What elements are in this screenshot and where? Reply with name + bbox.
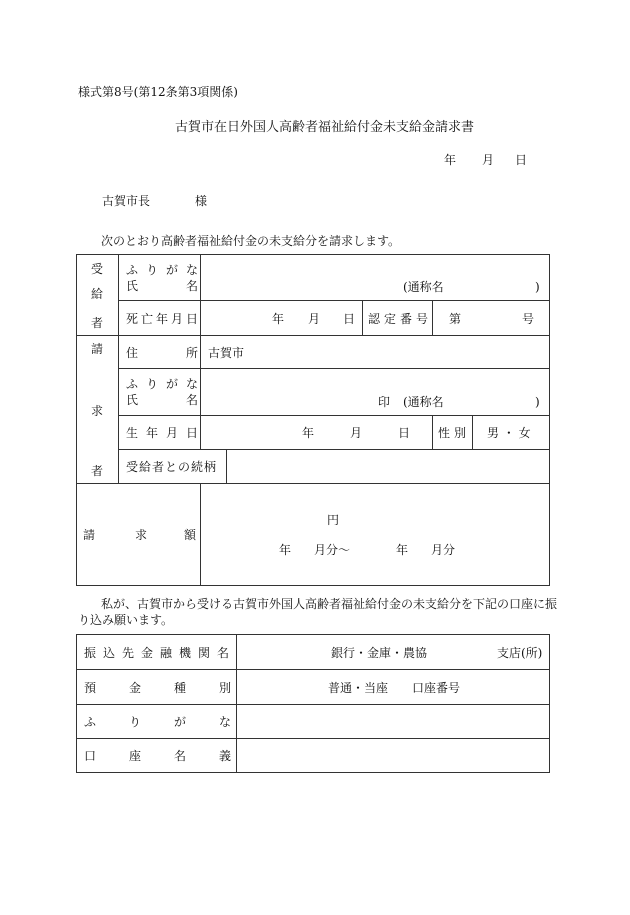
- claimant-section-char: 者: [91, 464, 104, 478]
- address-value: 古賀市: [208, 346, 245, 360]
- death-day: 日: [343, 312, 356, 326]
- period-year-start: 年: [279, 543, 292, 557]
- birth-month: 月: [350, 426, 363, 440]
- recipient-alias-open: (通称名: [403, 280, 444, 294]
- main-table: [76, 254, 550, 586]
- claimant-section-char: 求: [91, 404, 104, 418]
- form-title: 古賀市在日外国人高齢者福祉給付金未支給金請求書: [175, 120, 475, 135]
- recipient-section-char: 受: [91, 262, 104, 276]
- birth-year: 年: [302, 426, 315, 440]
- cert-suffix: 号: [522, 312, 535, 326]
- recipient-alias-close: ): [535, 280, 540, 294]
- addressee: 古賀市長: [102, 194, 151, 208]
- bank-institution-value: 銀行・金庫・農協: [331, 646, 428, 660]
- transfer-request-line1: 私が、古賀市から受ける古賀市外国人高齢者福祉給付金の未支給分を下記の口座に振: [101, 597, 558, 611]
- cert-prefix: 第: [449, 312, 462, 326]
- date-day: 日: [515, 153, 528, 167]
- bank-branch-value: 支店(所): [497, 646, 543, 660]
- date-month: 月: [482, 153, 495, 167]
- period-month-end: 月分: [431, 543, 456, 557]
- period-year-end: 年: [396, 543, 409, 557]
- form-number: 様式第8号(第12条第3項関係): [78, 85, 238, 99]
- account-number-label: 口座番号: [412, 681, 461, 695]
- birth-day: 日: [398, 426, 411, 440]
- recipient-section-char: 給: [91, 287, 104, 301]
- death-month: 月: [308, 312, 321, 326]
- seal-mark: 印: [378, 395, 391, 409]
- claimant-alias-open: (通称名: [403, 395, 444, 409]
- period-month-start: 月分～: [314, 543, 351, 557]
- recipient-section-char: 者: [91, 316, 104, 330]
- date-year: 年: [444, 153, 457, 167]
- amount-yen: 円: [327, 513, 340, 527]
- deposit-type-value: 普通・当座: [328, 681, 389, 695]
- intro-text: 次のとおり高齢者福祉給付金の未支給分を請求します。: [101, 234, 401, 248]
- death-year: 年: [272, 312, 285, 326]
- relation-label: 受給者との続柄: [126, 460, 218, 474]
- gender-value: 男 ・ 女: [487, 426, 531, 440]
- claimant-section-char: 請: [91, 342, 104, 356]
- claim-form-page: 様式第8号(第12条第3項関係) 古賀市在日外国人高齢者福祉給付金未支給金請求書 年 月 日 古賀市長 様 次のとおり高齢者福祉給付金の未支給分を請求します。 受 給 者 ふ り が な 氏 名 (通称名 ) 死 亡 年 月 日 年 月 日 認 定 番 号 第 号 請 求 者 住 所 古賀市 ふ り が な 氏 名 印 (通称名 ) 生 年 月 日 年 月 日 性 別 男 ・ 女 受給者との続柄 請 求 額 円 年 月分～ 年 月分 私が、古賀市から受ける古賀市外国人高齢者福祉給付金の未支給分を下記の口座に振 り込み願います。 振 込 先 金 融 機 関 名 銀行・金庫・農協 支店(所) 預 金 種 別 普通・当座 口座番号 ふ り が な 口 座 名 義: [0, 0, 630, 915]
- addressee-suffix: 様: [195, 194, 208, 208]
- claimant-alias-close: ): [535, 395, 540, 409]
- transfer-request-line2: り込み願います。: [78, 613, 174, 627]
